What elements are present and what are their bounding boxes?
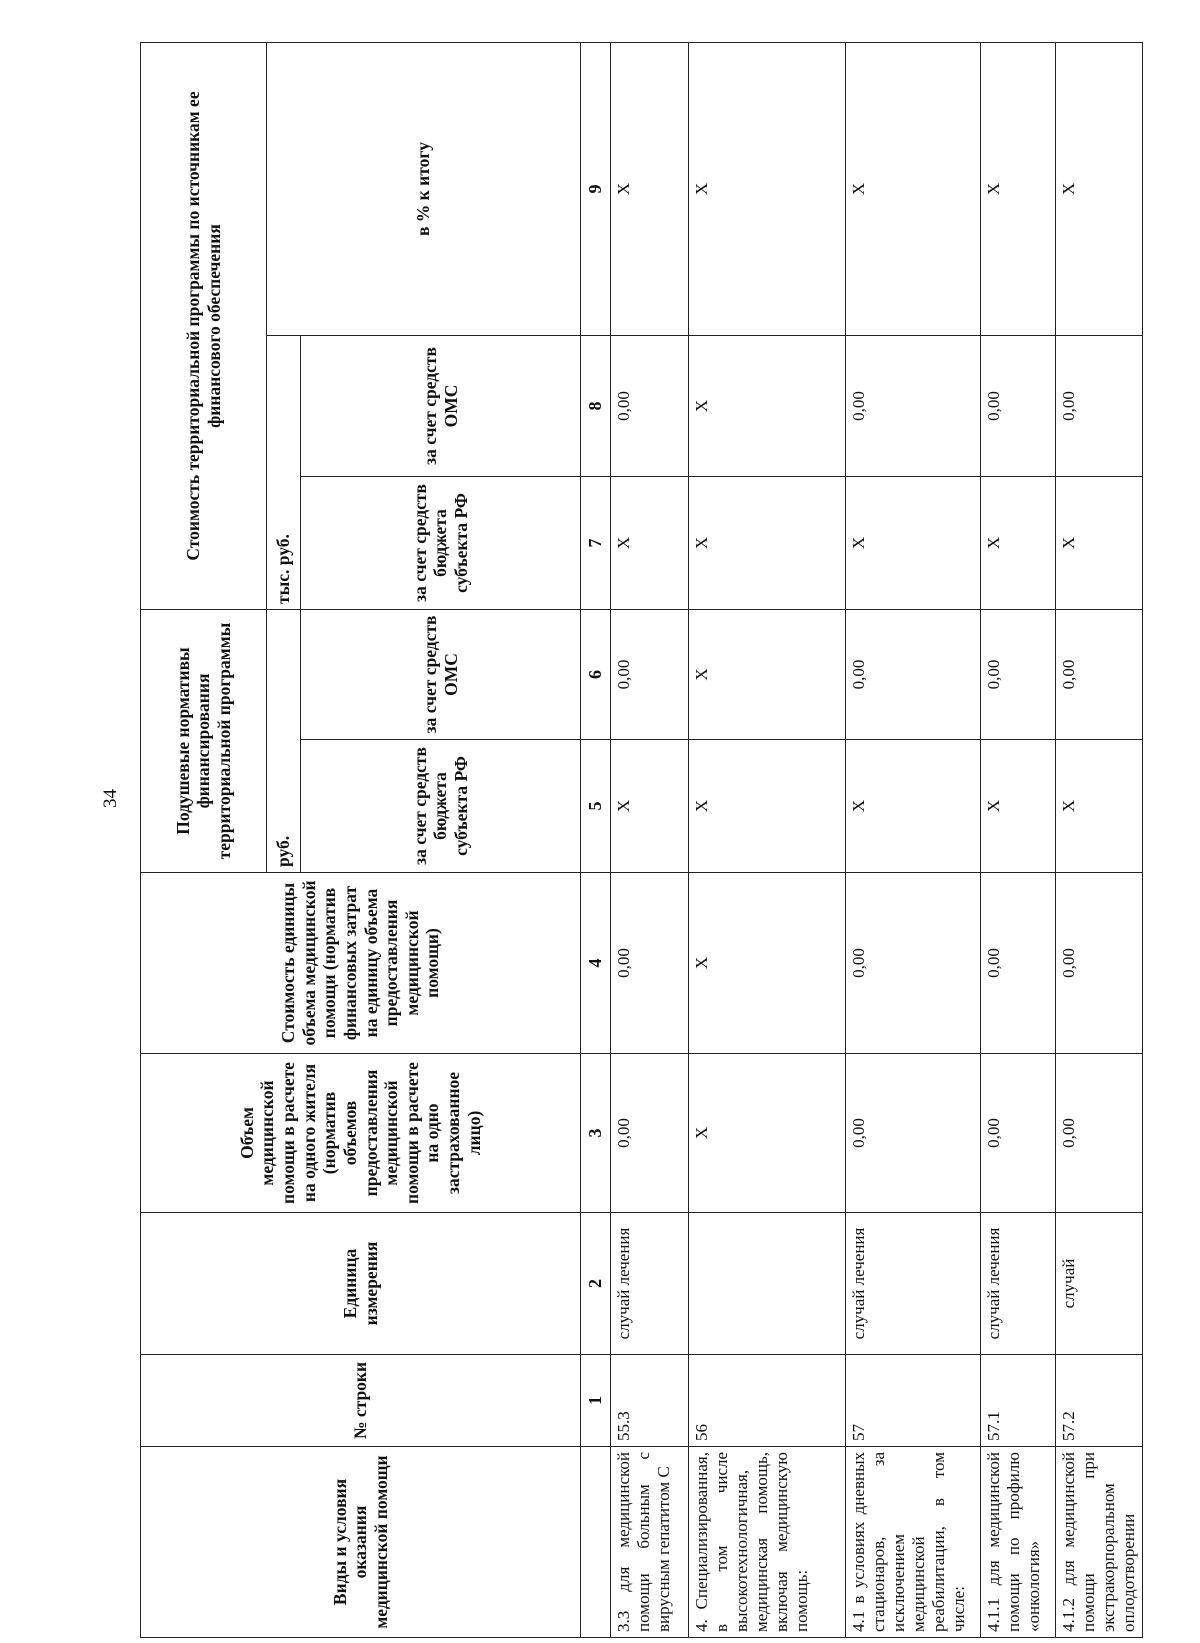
row-percent-total: Х xyxy=(846,43,981,336)
row-volume: Х xyxy=(689,1054,846,1213)
column-number: 4 xyxy=(581,873,611,1054)
header-budget-thousand-rub: за счет средств бюджета субъекта РФ xyxy=(301,477,581,610)
header-unit-rub: руб. xyxy=(267,610,301,873)
row-budget-thousand-rub: Х xyxy=(1056,477,1143,610)
header-budget-rub: за счет средств бюджета субъекта РФ xyxy=(301,740,581,873)
row-budget-thousand-rub: Х xyxy=(981,477,1056,610)
column-number: 6 xyxy=(581,610,611,740)
row-budget-thousand-rub: Х xyxy=(846,477,981,610)
column-number: 2 xyxy=(581,1213,611,1355)
table-row xyxy=(611,43,689,1638)
row-budget-thousand-rub: Х xyxy=(611,477,689,610)
row-oms-thousand-rub: 0,00 xyxy=(611,336,689,477)
row-name: 4.1 в условиях дневных стационаров, за исключением медицинской реабилитации, в том числе: xyxy=(846,1447,981,1638)
row-unit: случай лечения xyxy=(981,1213,1056,1355)
row-unit xyxy=(689,1213,846,1355)
table-row xyxy=(846,43,981,1638)
row-oms-thousand-rub: Х xyxy=(689,336,846,477)
row-volume: 0,00 xyxy=(981,1054,1056,1213)
table-body xyxy=(611,43,1143,1638)
row-oms-rub: 0,00 xyxy=(611,610,689,740)
row-code: 57 xyxy=(846,1355,981,1447)
row-code: 55.3 xyxy=(611,1355,689,1447)
column-number: 9 xyxy=(581,43,611,336)
row-code: 57.1 xyxy=(981,1355,1056,1447)
header-oms-thousand-rub: за счет средств ОМС xyxy=(301,336,581,477)
row-oms-rub: 0,00 xyxy=(1056,610,1143,740)
table-header xyxy=(141,43,611,1638)
row-unit: случай лечения xyxy=(611,1213,689,1355)
header-per-capita-group: Подушевые нормативы финансирования территориальной программы xyxy=(141,610,267,873)
column-number: 1 xyxy=(581,1355,611,1447)
financing-table xyxy=(140,42,1143,1638)
row-oms-thousand-rub: 0,00 xyxy=(846,336,981,477)
row-name: 4.1.1 для медицинской помощи по профилю «онкология» xyxy=(981,1447,1056,1638)
row-code: 57.2 xyxy=(1056,1355,1143,1447)
row-unit-cost: Х xyxy=(689,873,846,1054)
row-budget-rub: Х xyxy=(689,740,846,873)
row-oms-rub: 0,00 xyxy=(981,610,1056,740)
row-code: 56 xyxy=(689,1355,846,1447)
row-name: 3.3 для медицинской помощи больным с вирусным гепатитом С xyxy=(611,1447,689,1638)
row-name: 4.1.2 для медицинской помощи при экстракорпоральном оплодотворении xyxy=(1056,1447,1143,1638)
row-name: 4. Специализированная, в том числе высокотехнологичная, медицинская помощь, включая медицинскую помощь: xyxy=(689,1447,846,1638)
row-percent-total: Х xyxy=(981,43,1056,336)
column-number-row xyxy=(581,43,611,1638)
row-volume: 0,00 xyxy=(611,1054,689,1213)
table-row xyxy=(1056,43,1143,1638)
header-oms-rub: за счет средств ОМС xyxy=(301,610,581,740)
row-unit-cost: 0,00 xyxy=(981,873,1056,1054)
row-budget-rub: Х xyxy=(981,740,1056,873)
row-volume: 0,00 xyxy=(1056,1054,1143,1213)
row-percent-total: Х xyxy=(611,43,689,336)
header-unit: Единица измерения xyxy=(141,1213,581,1355)
row-budget-rub: Х xyxy=(1056,740,1143,873)
column-number-blank xyxy=(581,1447,611,1638)
row-unit: случай лечения xyxy=(846,1213,981,1355)
header-total-cost-group: Стоимость территориальной программы по источникам ее финансового обеспечения xyxy=(141,43,267,610)
row-oms-thousand-rub: 0,00 xyxy=(1056,336,1143,477)
header-unit-cost-norm: Стоимость единицы объема медицинской помощи (норматив финансовых затрат на единицу объема предоставления медицинской помощи) xyxy=(141,873,581,1054)
column-number: 7 xyxy=(581,477,611,610)
row-volume: 0,00 xyxy=(846,1054,981,1213)
row-percent-total: Х xyxy=(1056,43,1143,336)
row-unit-cost: 0,00 xyxy=(611,873,689,1054)
column-number: 3 xyxy=(581,1054,611,1213)
row-unit-cost: 0,00 xyxy=(846,873,981,1054)
column-number: 5 xyxy=(581,740,611,873)
table-row xyxy=(981,43,1056,1638)
page-number: 34 xyxy=(100,789,121,808)
column-number: 8 xyxy=(581,336,611,477)
rotated-table-container xyxy=(140,43,1139,1638)
table-row xyxy=(689,43,846,1638)
row-budget-rub: Х xyxy=(846,740,981,873)
row-percent-total: Х xyxy=(689,43,846,336)
header-unit-thousand-rub: тыс. руб. xyxy=(267,336,301,610)
row-unit-cost: 0,00 xyxy=(1056,873,1143,1054)
row-oms-thousand-rub: 0,00 xyxy=(981,336,1056,477)
header-volume-norm: Объем медицинской помощи в расчете на одного жителя (норматив объемов предоставления медицинской помощи в расчете на одно застрахованное лицо) xyxy=(141,1054,581,1213)
row-unit: случай xyxy=(1056,1213,1143,1355)
row-budget-thousand-rub: Х xyxy=(689,477,846,610)
header-percent-total: в % к итогу xyxy=(267,43,581,336)
row-budget-rub: Х xyxy=(611,740,689,873)
row-oms-rub: 0,00 xyxy=(846,610,981,740)
header-kinds-conditions: Виды и условия оказания медицинской помощи xyxy=(141,1447,581,1638)
header-row-number: № строки xyxy=(141,1355,581,1447)
row-oms-rub: Х xyxy=(689,610,846,740)
